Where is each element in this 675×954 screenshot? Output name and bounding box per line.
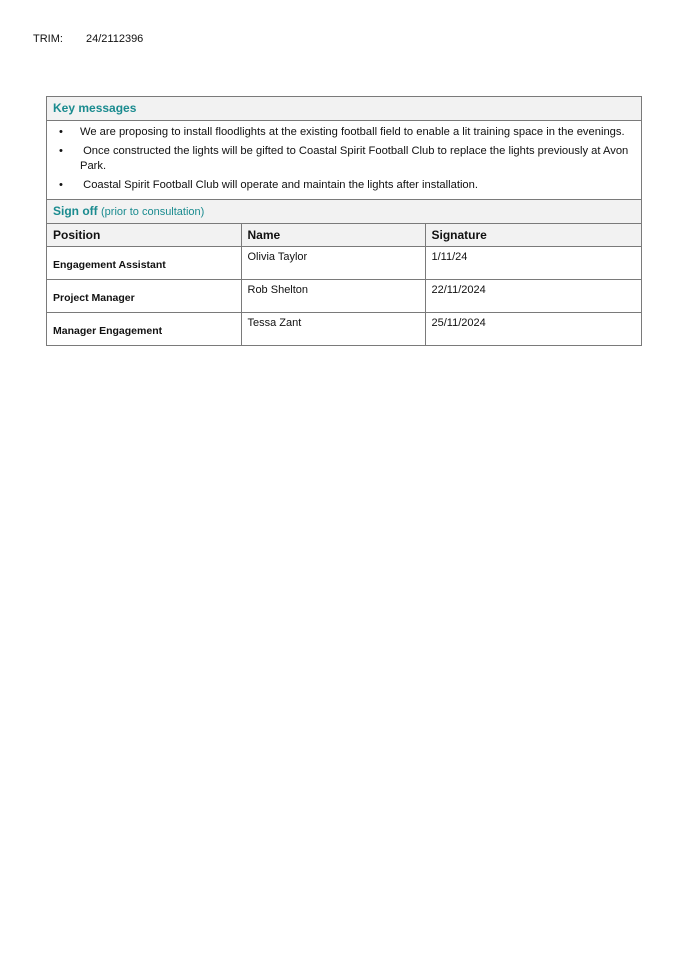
name-cell: Tessa Zant [241,313,425,346]
table-row [47,280,641,313]
position-cell: Manager Engagement [47,313,241,346]
table-row [47,247,641,280]
signature-cell: 22/11/2024 [425,280,641,313]
briefing-table [46,96,642,346]
key-message-text: We are proposing to install floodlights at the existing football field to enable a lit training space in the evenings. [80,126,625,138]
bullet-icon: • [59,179,63,191]
position-cell: Project Manager [47,280,241,313]
sign-off-header-row [47,224,641,247]
key-message-item [57,125,631,140]
key-message-item [57,144,631,174]
trim-label: TRIM: [33,33,63,45]
position-cell: Engagement Assistant [47,247,241,280]
sign-off-subtitle: (prior to consultation) [101,206,205,218]
key-message-text: Once constructed the lights will be gifted to Coastal Spirit Football Club to replace the lights previously at Avon Park. [80,145,632,172]
name-cell: Olivia Taylor [241,247,425,280]
trim-reference [33,33,143,45]
column-header-name: Name [241,224,425,247]
signature-cell: 25/11/2024 [425,313,641,346]
key-message-item [57,178,631,193]
key-messages-list [47,121,641,199]
bullet-icon: • [59,126,63,138]
trim-value: 24/2112396 [86,33,144,45]
name-cell: Rob Shelton [241,280,425,313]
sign-off-title: Sign off [53,204,98,218]
sign-off-heading [47,199,641,223]
signature-cell: 1/11/24 [425,247,641,280]
column-header-position: Position [47,224,241,247]
column-header-signature: Signature [425,224,641,247]
table-row [47,313,641,346]
sign-off-table [47,223,641,345]
key-message-text: Coastal Spirit Football Club will operate and maintain the lights after installation. [80,179,478,191]
bullet-icon: • [59,145,63,157]
key-messages-heading [47,97,641,121]
key-messages-title: Key messages [53,101,137,115]
